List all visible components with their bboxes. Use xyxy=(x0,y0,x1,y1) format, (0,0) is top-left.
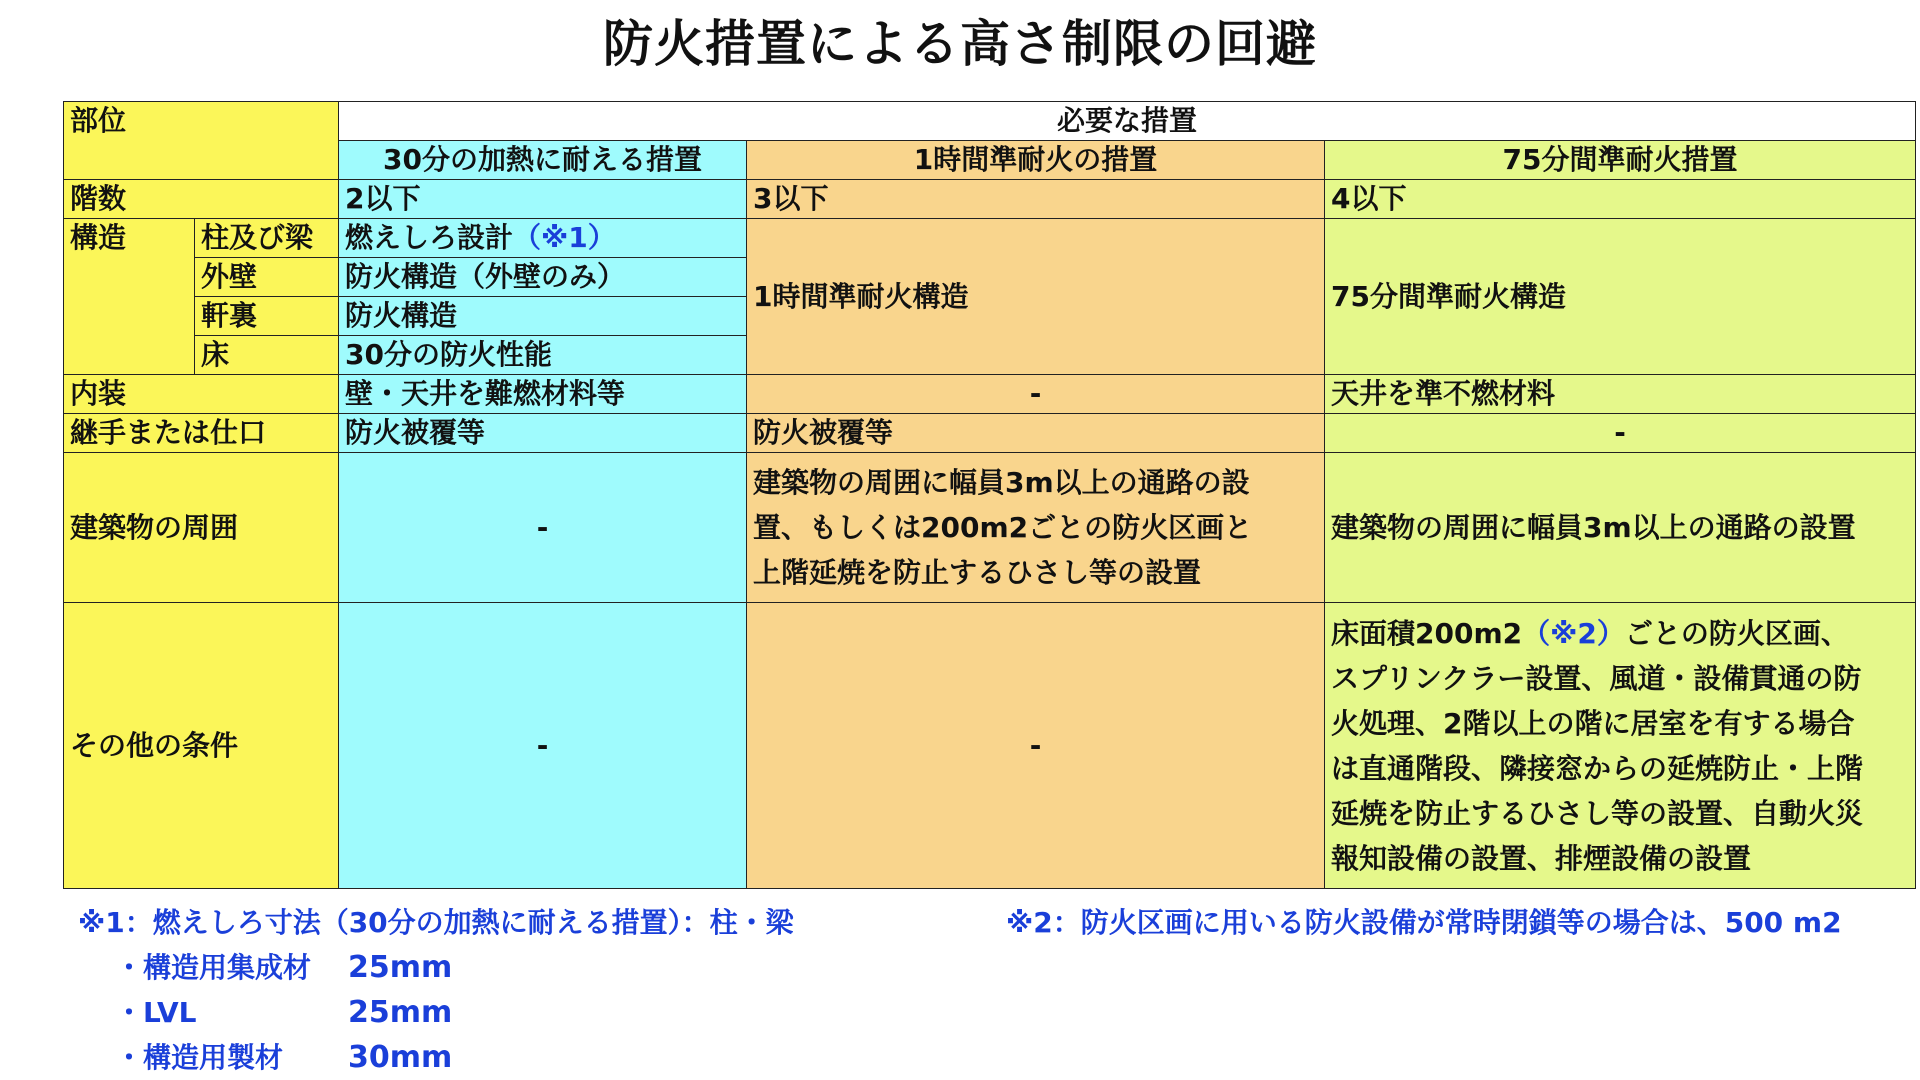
requirements-table xyxy=(63,101,1916,889)
structure-col1-columns-beams xyxy=(339,219,747,258)
structure-sub-eaves: 軒裏 xyxy=(195,297,339,336)
structure-col1-eaves: 防火構造 xyxy=(339,297,747,336)
note2-ref: （※2） xyxy=(1522,616,1625,650)
floors-col1: 2以下 xyxy=(339,180,747,219)
interior-col1: 壁・天井を難燃材料等 xyxy=(339,375,747,414)
other-col3-line xyxy=(1331,611,1909,656)
surroundings-col2-line: 上階延焼を防止するひさし等の設置 xyxy=(753,556,1202,589)
surroundings-col3: 建築物の周囲に幅員3m以上の通路の設置 xyxy=(1325,453,1916,603)
structure-sub-columns-beams: 柱及び梁 xyxy=(195,219,339,258)
footnote-item-value: 25mm xyxy=(348,995,453,1030)
header-part: 部位 xyxy=(64,102,339,180)
footnote-item-name: ・構造用製材 xyxy=(115,1041,284,1074)
other-col3 xyxy=(1325,603,1916,889)
other-col3-line: 延焼を防止するひさし等の設置、自動火災 xyxy=(1331,796,1864,830)
header-col1: 30分の加熱に耐える措置 xyxy=(339,141,747,180)
floors-col2: 3以下 xyxy=(747,180,1325,219)
surroundings-col2 xyxy=(747,453,1325,603)
footnote-item-name: ・構造用集成材 xyxy=(115,951,312,984)
other-col2: - xyxy=(747,603,1325,889)
page-title: 防火措置による高さ制限の回避 xyxy=(603,15,1317,73)
fire-compartment-text: ごとの防火区画、 xyxy=(1624,616,1849,650)
surroundings-col1: - xyxy=(339,453,747,603)
surroundings-label: 建築物の周囲 xyxy=(64,453,339,603)
floor-area-text: 床面積200m2 xyxy=(1331,616,1523,650)
table-row xyxy=(64,180,1916,219)
other-col1: - xyxy=(339,603,747,889)
footnote-1: ※1：燃えしろ寸法（30分の加熱に耐える措置）：柱・梁 xyxy=(78,906,794,939)
table-row xyxy=(64,414,1916,453)
footnote-item-name: ・LVL xyxy=(115,996,197,1029)
header-col3: 75分間準耐火措置 xyxy=(1325,141,1916,180)
surroundings-col2-line: 建築物の周囲に幅員3m以上の通路の設 xyxy=(753,466,1250,499)
structure-label: 構造 xyxy=(64,219,195,375)
other-col3-line: スプリンクラー設置、風道・設備貫通の防 xyxy=(1331,661,1862,695)
interior-col3: 天井を準不燃材料 xyxy=(1325,375,1916,414)
joints-col2: 防火被覆等 xyxy=(747,414,1325,453)
floors-col3: 4以下 xyxy=(1325,180,1916,219)
floors-label: 階数 xyxy=(64,180,339,219)
footnote-item-value: 25mm xyxy=(348,950,453,985)
table-row xyxy=(64,603,1916,889)
structure-sub-exterior-wall: 外壁 xyxy=(195,258,339,297)
other-col3-line: 火処理、2階以上の階に居室を有する場合 xyxy=(1331,706,1855,740)
structure-col1-exterior-wall: 防火構造（外壁のみ） xyxy=(339,258,747,297)
joints-col3: - xyxy=(1325,414,1916,453)
table-row xyxy=(64,219,1916,258)
burn-margin-text: 燃えしろ設計 xyxy=(345,221,514,254)
table-row xyxy=(64,375,1916,414)
table-row xyxy=(64,453,1916,603)
other-label: その他の条件 xyxy=(64,603,339,889)
other-col3-line: 報知設備の設置、排煙設備の設置 xyxy=(1331,841,1752,875)
header-required: 必要な措置 xyxy=(339,102,1916,141)
other-col3-line: は直通階段、隣接窓からの延焼防止・上階 xyxy=(1331,751,1864,785)
interior-col2: - xyxy=(747,375,1325,414)
structure-col1-floor: 30分の防火性能 xyxy=(339,336,747,375)
joints-label: 継手または仕口 xyxy=(64,414,339,453)
structure-col3: 75分間準耐火構造 xyxy=(1325,219,1916,375)
footnote-item-value: 30mm xyxy=(348,1040,453,1075)
footnote-2: ※2：防火区画に用いる防火設備が常時閉鎖等の場合は、500 m2 xyxy=(1006,906,1842,939)
header-col2: 1時間準耐火の措置 xyxy=(747,141,1325,180)
surroundings-col2-line: 置、もしくは200m2ごとの防火区画と xyxy=(753,511,1253,544)
note1-ref: （※1） xyxy=(513,221,616,254)
structure-sub-floor: 床 xyxy=(195,336,339,375)
joints-col1: 防火被覆等 xyxy=(339,414,747,453)
interior-label: 内装 xyxy=(64,375,339,414)
structure-col2: 1時間準耐火構造 xyxy=(747,219,1325,375)
